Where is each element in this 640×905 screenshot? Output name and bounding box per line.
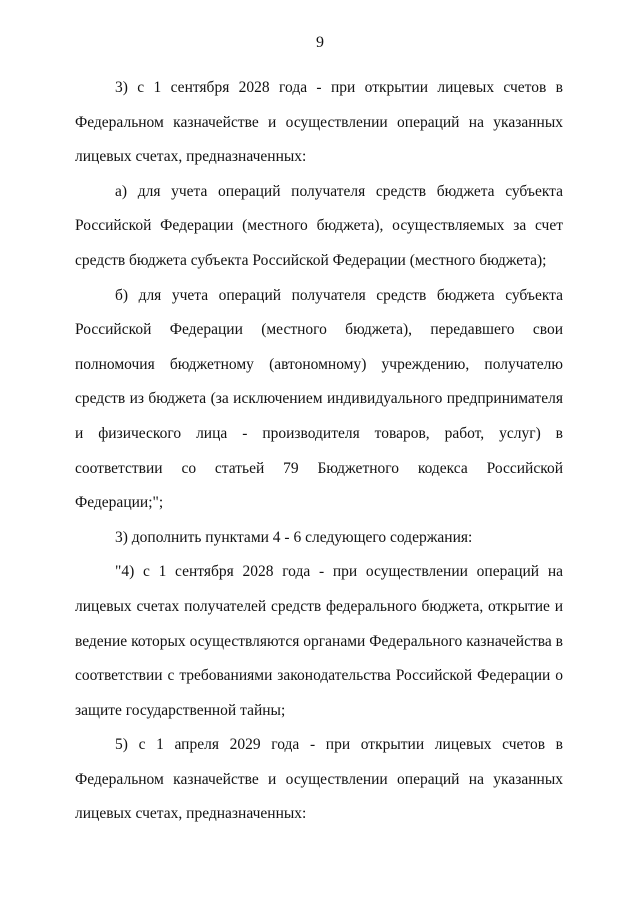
page-number: 9	[316, 34, 324, 51]
paragraph-subitem-b: б) для учета операций получателя средств бюджета субъекта Российской Федерации (местного бюджета), передавшего свои полномочия бюджетному (автономному) учреждению, получателю средств из бюджета (за исключением индивидуального предпринимателя и физического лица - производителя товаров, работ, услуг) в соответствии со статьей 79 Бюджетного кодекса Российской Федерации;";	[75, 286, 563, 512]
document-body	[75, 71, 563, 832]
paragraph-subitem-a: а) для учета операций получателя средств бюджета субъекта Российской Федерации (местного бюджета), осуществляемых за счет средств бюджета субъекта Российской Федерации (местного бюджета);	[75, 182, 563, 269]
paragraph-item-4: "4) с 1 сентября 2028 года - при осуществлении операций на лицевых счетах получателей средств федерального бюджета, открытие и ведение которых осуществляются органами Федерального казначейства в соответствии с требованиями законодательства Российской Федерации о защите государственной тайны;	[75, 563, 563, 719]
paragraph-item-5: 5) с 1 апреля 2029 года - при открытии лицевых счетов в Федеральном казначействе и осуществлении операций на указанных лицевых счетах, предназначенных:	[75, 736, 563, 823]
paragraph-amendment-3: 3) дополнить пунктами 4 - 6 следующего содержания:	[115, 528, 473, 546]
paragraph-item-3-2028: 3) с 1 сентября 2028 года - при открытии лицевых счетов в Федеральном казначействе и осуществлении операций на указанных лицевых счетах, предназначенных:	[75, 79, 563, 166]
